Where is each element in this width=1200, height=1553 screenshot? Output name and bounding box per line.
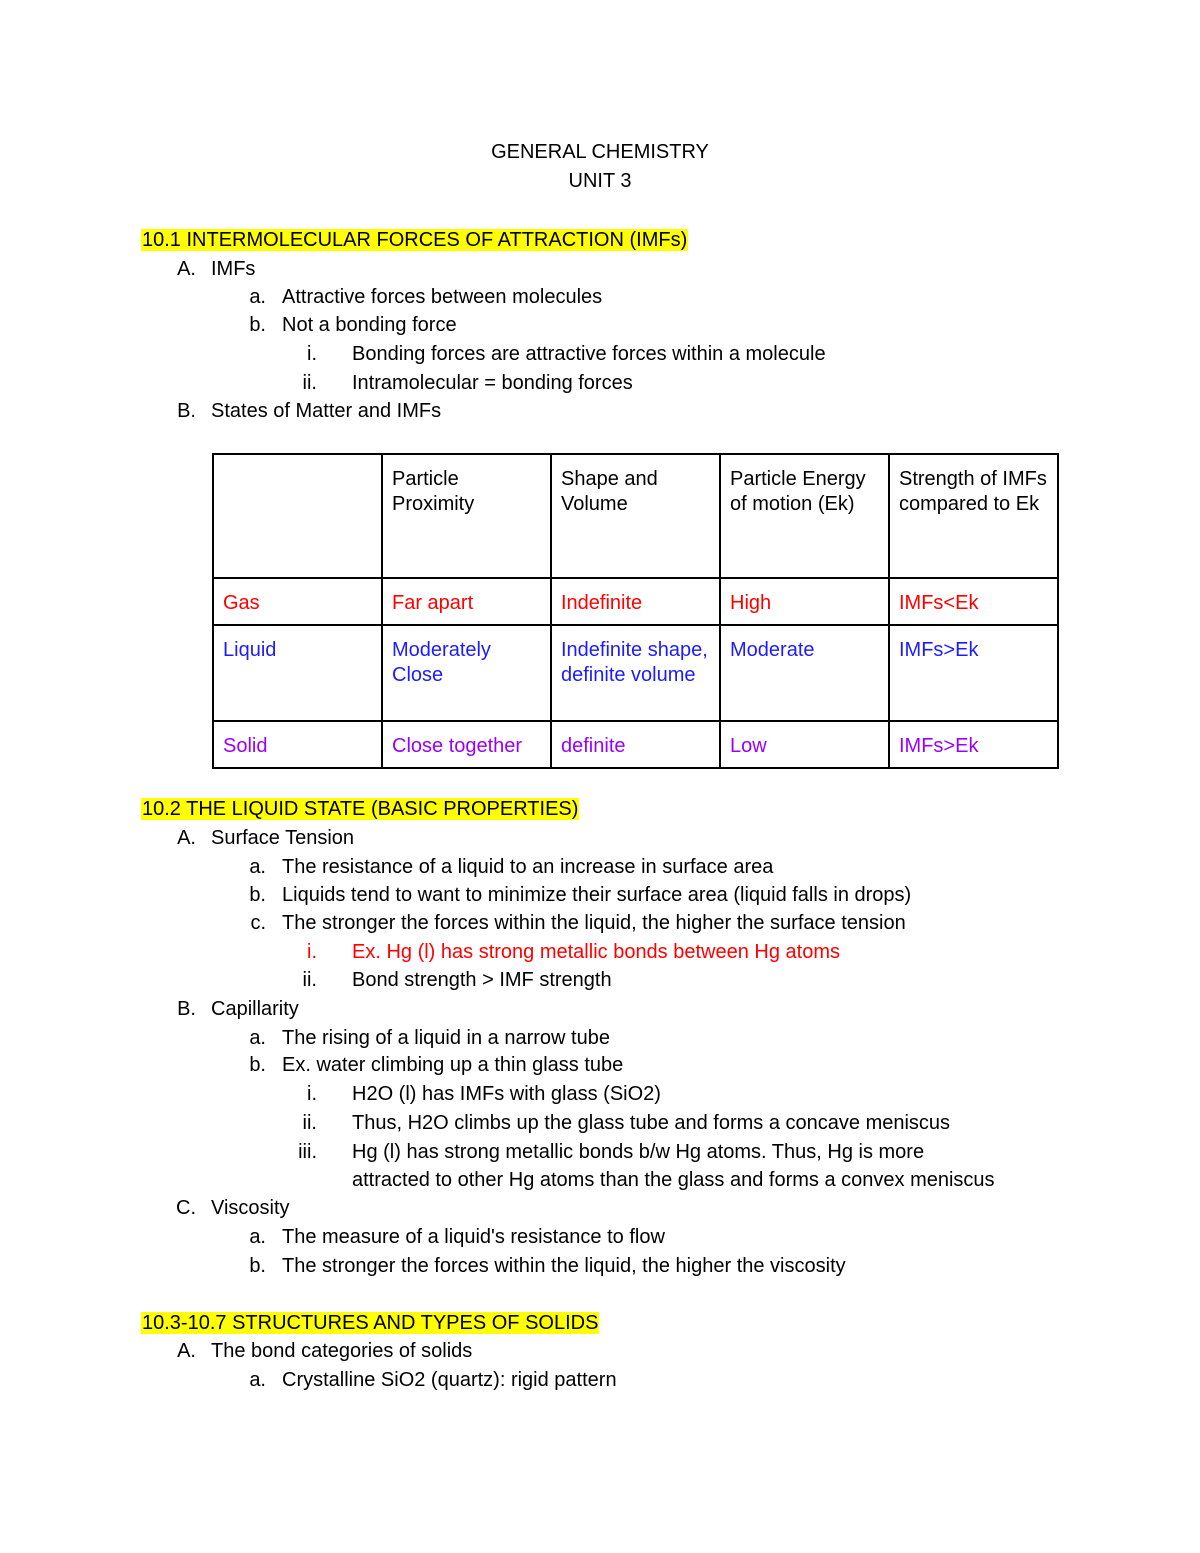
- list-marker: i.: [307, 343, 317, 365]
- list-item-continuation: attracted to other Hg atoms than the glass and forms a convex meniscus: [352, 1169, 995, 1191]
- list-marker: b.: [249, 884, 266, 906]
- list-marker: A.: [177, 258, 196, 280]
- table-header-cell: Shape and Volume: [551, 454, 720, 578]
- list-marker: i.: [307, 1083, 317, 1105]
- list-item: Liquids tend to want to minimize their surface area (liquid falls in drops): [282, 884, 912, 906]
- table-cell: High: [720, 578, 889, 625]
- list-item: Ex. water climbing up a thin glass tube: [282, 1054, 624, 1076]
- table-cell: Gas: [213, 578, 382, 625]
- table-cell: Close together: [382, 721, 551, 768]
- list-item: Surface Tension: [211, 827, 355, 849]
- table-cell: Moderate: [720, 625, 889, 721]
- list-marker: a.: [249, 1226, 266, 1248]
- list-item: Thus, H2O climbs up the glass tube and forms a concave meniscus: [352, 1112, 951, 1134]
- list-item: The resistance of a liquid to an increase in surface area: [282, 856, 774, 878]
- list-marker: A.: [177, 1340, 196, 1362]
- list-item: Attractive forces between molecules: [282, 286, 603, 308]
- list-marker: b.: [249, 1255, 266, 1277]
- list-item: Bond strength > IMF strength: [352, 969, 612, 991]
- section-heading-10-2: [141, 796, 579, 822]
- table-header-row: [213, 454, 1058, 578]
- list-item: Intramolecular = bonding forces: [352, 372, 633, 394]
- section-heading-10-3: [141, 1310, 599, 1336]
- list-item: Viscosity: [211, 1197, 290, 1219]
- table-cell: Low: [720, 721, 889, 768]
- document-subtitle: UNIT 3: [568, 170, 632, 192]
- list-item: The measure of a liquid's resistance to flow: [282, 1226, 665, 1248]
- list-item: The bond categories of solids: [211, 1340, 473, 1362]
- list-item: The stronger the forces within the liquid, the higher the surface tension: [282, 912, 906, 934]
- list-marker: a.: [249, 1369, 266, 1391]
- table-cell: IMFs>Ek: [889, 625, 1058, 721]
- list-marker: i.: [307, 941, 317, 963]
- list-item: Crystalline SiO2 (quartz): rigid pattern: [282, 1369, 617, 1391]
- table-row-liquid: [213, 625, 1058, 721]
- table-cell: IMFs<Ek: [889, 578, 1058, 625]
- list-marker: C.: [176, 1197, 196, 1219]
- highlighted-heading: 10.1 INTERMOLECULAR FORCES OF ATTRACTION (IMFs): [142, 229, 688, 251]
- states-of-matter-table: [212, 453, 1059, 769]
- list-item: States of Matter and IMFs: [211, 400, 442, 422]
- list-marker: a.: [249, 856, 266, 878]
- table-cell: definite: [551, 721, 720, 768]
- list-marker: ii.: [302, 1112, 317, 1134]
- list-item: Capillarity: [211, 998, 299, 1020]
- table-cell: Moderately Close: [382, 625, 551, 721]
- list-item: The rising of a liquid in a narrow tube: [282, 1027, 610, 1049]
- list-item: Ex. Hg (l) has strong metallic bonds between Hg atoms: [352, 941, 840, 963]
- list-marker: a.: [249, 286, 266, 308]
- list-item: Bonding forces are attractive forces within a molecule: [352, 343, 826, 365]
- document-title: GENERAL CHEMISTRY: [491, 141, 709, 163]
- list-marker: a.: [249, 1027, 266, 1049]
- list-marker: ii.: [302, 372, 317, 394]
- list-item: IMFs: [211, 258, 256, 280]
- list-marker: b.: [249, 1054, 266, 1076]
- table-cell: Indefinite: [551, 578, 720, 625]
- table-cell: Solid: [213, 721, 382, 768]
- table-cell: Far apart: [382, 578, 551, 625]
- list-marker: b.: [249, 314, 266, 336]
- table-row-solid: [213, 721, 1058, 768]
- table-header-cell: Particle Proximity: [382, 454, 551, 578]
- table-cell: Liquid: [213, 625, 382, 721]
- table-header-cell: [213, 454, 382, 578]
- section-heading-10-1: [141, 227, 688, 253]
- highlighted-heading: 10.2 THE LIQUID STATE (BASIC PROPERTIES): [142, 798, 579, 820]
- list-marker: iii.: [298, 1141, 317, 1163]
- table-header-cell: Particle Energy of motion (Ek): [720, 454, 889, 578]
- table-header-cell: Strength of IMFs compared to Ek: [889, 454, 1058, 578]
- highlighted-heading: 10.3-10.7 STRUCTURES AND TYPES OF SOLIDS: [142, 1312, 599, 1334]
- list-marker: B.: [177, 998, 196, 1020]
- list-item: The stronger the forces within the liquid, the higher the viscosity: [282, 1255, 846, 1277]
- list-item: Hg (l) has strong metallic bonds b/w Hg atoms. Thus, Hg is more: [352, 1141, 925, 1163]
- list-marker: c.: [250, 912, 266, 934]
- list-item: Not a bonding force: [282, 314, 457, 336]
- table-cell: Indefinite shape, definite volume: [551, 625, 720, 721]
- table-cell: IMFs>Ek: [889, 721, 1058, 768]
- list-marker: B.: [177, 400, 196, 422]
- list-marker: ii.: [302, 969, 317, 991]
- table-row-gas: [213, 578, 1058, 625]
- list-item: H2O (l) has IMFs with glass (SiO2): [352, 1083, 661, 1105]
- list-marker: A.: [177, 827, 196, 849]
